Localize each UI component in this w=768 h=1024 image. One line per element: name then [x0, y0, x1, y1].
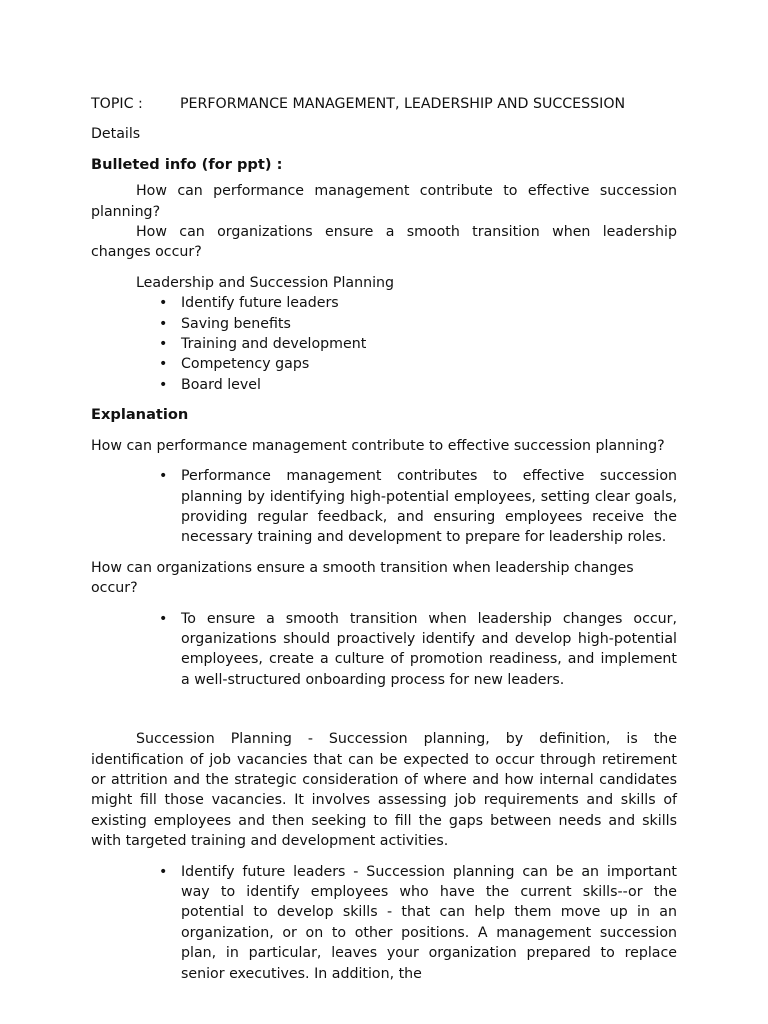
- identify-future-leaders-detail: Identify future leaders - Succession planning can be an important way to identify employees who have the current skills--or the potential to develop skills - that can help them move up in an organization, or on to other positions. A management succession plan, in particular, leaves your organization prepared to replace senior executives. In addition, the: [181, 863, 677, 982]
- details-label: Details: [91, 126, 141, 143]
- bullet-icon: •: [159, 610, 168, 627]
- bullet-icon: •: [159, 468, 168, 485]
- leadership-list: [91, 293, 677, 395]
- bulleted-info-heading: Bulleted info (for ppt) :: [91, 155, 283, 173]
- explanation-heading: Explanation: [91, 406, 189, 424]
- list-item: • Board level: [91, 375, 677, 395]
- topic-label: TOPIC :: [91, 96, 143, 112]
- list-item: • Saving benefits: [91, 314, 677, 334]
- succession-detail-list: [91, 862, 677, 984]
- topic-title: PERFORMANCE MANAGEMENT, LEADERSHIP AND SUCCESSION: [180, 96, 626, 112]
- explanation-question-2: How can organizations ensure a smooth transition when leadership changes occur?: [91, 559, 634, 597]
- list-item: [91, 609, 677, 691]
- explanation-answer-2: To ensure a smooth transition when leadership changes occur, organizations should proactively identify and develop high-potential employees, create a culture of promotion readiness, and implement a well-structured onboarding process for new leaders.: [181, 610, 677, 688]
- bullet-icon: •: [159, 295, 168, 312]
- bullet-icon: •: [159, 356, 168, 373]
- bullet-icon: •: [159, 863, 168, 880]
- topic-line: [91, 94, 677, 114]
- list-item: • Competency gaps: [91, 354, 677, 374]
- explanation-question-1: How can performance management contribute to effective succession planning?: [91, 437, 665, 454]
- question-1: How can performance management contribute to effective succession planning?: [91, 183, 677, 220]
- list-item: [91, 466, 677, 548]
- document-page: [91, 94, 677, 984]
- succession-planning-paragraph: Succession Planning - Succession planning, by definition, is the identification of job vacancies that can be expected to occur through retirement or attrition and the strategic consideration of where and how internal candidates might fill those vacancies. It involves assessing job requirements and skills of existing employees and then seeking to fill the gaps between needs and skills with targeted training and development activities.: [91, 731, 677, 850]
- explanation-answer-1: Performance management contributes to effective succession planning by identifying high-potential employees, setting clear goals, providing regular feedback, and ensuring employees receive the necessary training and development to prepare for leadership roles.: [181, 468, 677, 546]
- bullet-icon: •: [159, 336, 168, 353]
- explanation-answer-1-list: [91, 466, 677, 548]
- bullet-icon: •: [159, 376, 168, 393]
- question-2: How can organizations ensure a smooth transition when leadership changes occur?: [91, 224, 677, 261]
- explanation-answer-2-list: [91, 609, 677, 691]
- list-item: [91, 862, 677, 984]
- list-item: • Identify future leaders: [91, 293, 677, 313]
- bullet-icon: •: [159, 315, 168, 332]
- list-item: • Training and development: [91, 334, 677, 354]
- leadership-list-title: Leadership and Succession Planning: [136, 274, 395, 291]
